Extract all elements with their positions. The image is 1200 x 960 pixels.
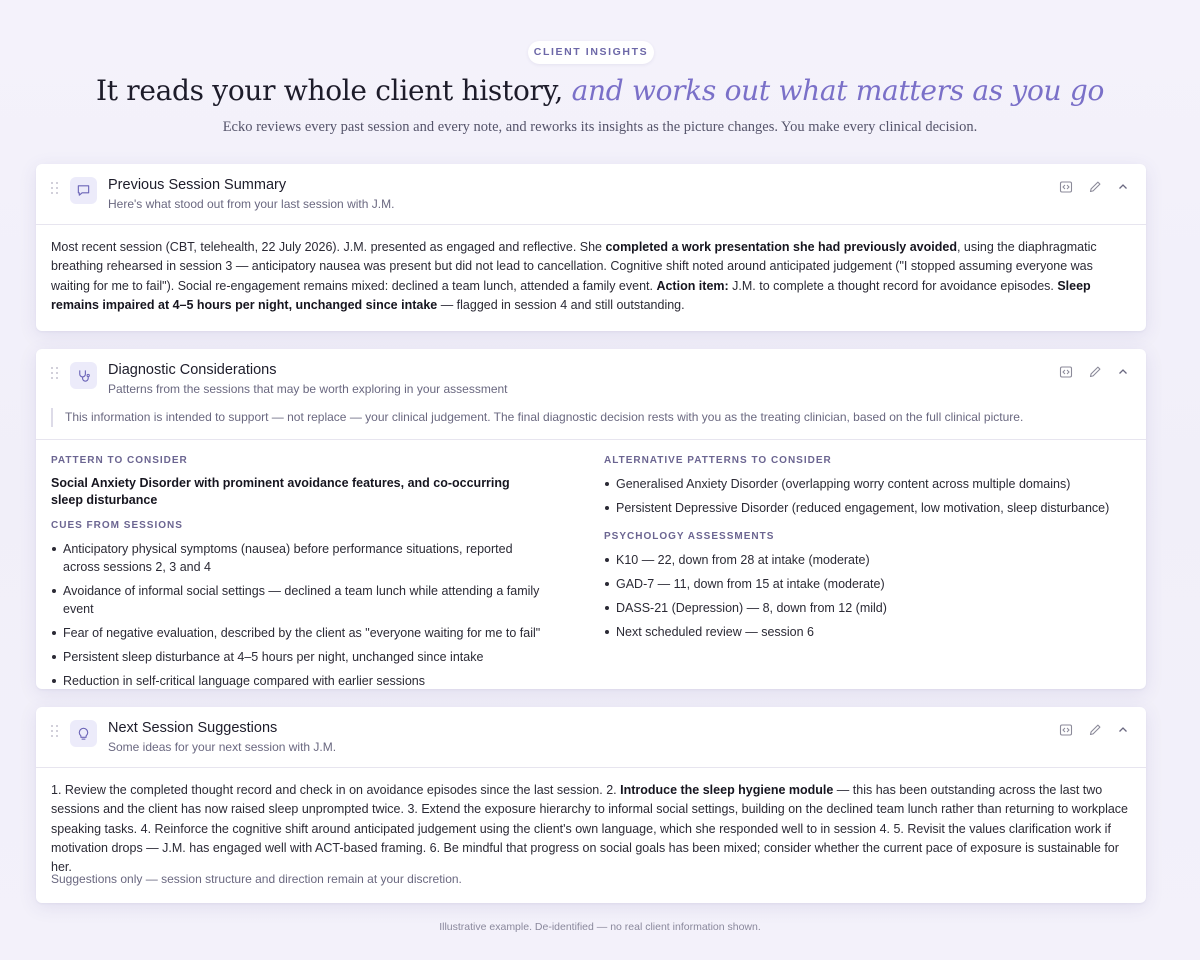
cue-item: Reduction in self-critical language compared with earlier sessions xyxy=(51,672,551,690)
card-subtitle: Patterns from the sessions that may be worth exploring in your assessment xyxy=(108,382,508,396)
pattern-to-consider: Social Anxiety Disorder with prominent avoidance features, and co-occurring sleep disturbance xyxy=(51,476,510,507)
text-segment: Most recent session (CBT, telehealth, 22 July 2026). J.M. presented as engaged and reflective. She xyxy=(51,240,606,254)
diagnostic-considerations-card xyxy=(36,349,1146,689)
previous-session-summary-card xyxy=(36,164,1146,331)
card-title: Next Session Suggestions xyxy=(108,720,278,736)
next-session-suggestions-card xyxy=(36,707,1146,903)
page-subhead: Ecko reviews every past session and every note, and reworks its insights as the picture changes. You make every clinical decision. xyxy=(222,119,978,135)
suggestions-text xyxy=(36,768,1146,877)
text-segment: , using the diaphragmatic breathing rehearsed in session 3 — anticipatory nausea was present but did not lead to cancellation. Cognitive shift noted around anticipated judgement ("I stopped assuming everyone was waiting for me to fail"). Social re-engagement remains mixed: declined a team lunch, attended a family event. xyxy=(51,240,1097,293)
pattern-label: PATTERN TO CONSIDER xyxy=(51,455,188,466)
assessment-item: Next scheduled review — session 6 xyxy=(604,623,1134,641)
cue-item: Fear of negative evaluation, described by the client as "everyone waiting for me to fail" xyxy=(51,624,551,642)
highlighted-text: Introduce the sleep hygiene module xyxy=(620,783,834,797)
card-subtitle: Here's what stood out from your last session with J.M. xyxy=(108,197,395,211)
pattern-column xyxy=(51,455,571,696)
assessments-label: PSYCHOLOGY ASSESSMENTS xyxy=(604,531,775,542)
drag-handle-icon[interactable] xyxy=(51,725,59,737)
footer-note: Illustrative example. De-identified — no real client information shown. xyxy=(439,921,761,933)
card-subtitle: Some ideas for your next session with J.M. xyxy=(108,740,337,754)
expand-icon[interactable] xyxy=(1059,723,1073,737)
card-title: Diagnostic Considerations xyxy=(108,362,277,378)
alternative-item: Persistent Depressive Disorder (reduced engagement, low motivation, sleep disturbance) xyxy=(604,499,1134,517)
edit-pencil-icon[interactable] xyxy=(1088,180,1102,194)
cues-label: CUES FROM SESSIONS xyxy=(51,520,183,531)
highlighted-text: Action item: xyxy=(656,278,729,293)
text-segment: J.M. to complete a thought record for avoidance episodes. xyxy=(728,278,1058,293)
cue-item: Persistent sleep disturbance at 4–5 hours per night, unchanged since intake xyxy=(51,648,551,666)
session-summary-text xyxy=(36,225,1146,315)
highlighted-text: completed a work presentation she had previously avoided xyxy=(605,240,957,254)
stethoscope-icon xyxy=(70,362,97,389)
drag-handle-icon[interactable] xyxy=(51,367,59,379)
card-header xyxy=(36,164,1146,225)
assessment-item: DASS-21 (Depression) — 8, down from 12 (mild) xyxy=(604,599,1134,617)
card-header xyxy=(36,707,1146,768)
chat-bubble-icon xyxy=(70,177,97,204)
edit-pencil-icon[interactable] xyxy=(1088,365,1102,379)
assessments-list xyxy=(604,551,1134,641)
alternative-item: Generalised Anxiety Disorder (overlapping worry content across multiple domains) xyxy=(604,475,1134,493)
collapse-chevron-icon[interactable] xyxy=(1116,365,1130,379)
headline-accent: and works out what matters as you go xyxy=(571,74,1105,107)
assessment-item: GAD-7 — 11, down from 15 at intake (moderate) xyxy=(604,575,1134,593)
cue-item: Avoidance of informal social settings — declined a team lunch while attending a family event xyxy=(51,582,551,618)
assessment-item: K10 — 22, down from 28 at intake (moderate) xyxy=(604,551,1134,569)
clinical-disclaimer: This information is intended to support — not replace — your clinical judgement. The final diagnostic decision rests with you as the treating clinician, based on the full clinical picture. xyxy=(51,408,1131,427)
edit-pencil-icon[interactable] xyxy=(1088,723,1102,737)
alternatives-label: ALTERNATIVE PATTERNS TO CONSIDER xyxy=(604,455,832,466)
expand-icon[interactable] xyxy=(1059,365,1073,379)
collapse-chevron-icon[interactable] xyxy=(1116,723,1130,737)
cues-list xyxy=(51,540,551,690)
card-title: Previous Session Summary xyxy=(108,177,287,193)
page-headline xyxy=(0,74,1200,107)
card-toolbar xyxy=(1049,365,1130,379)
text-segment: — flagged in session 4 and still outstanding. xyxy=(437,297,685,312)
card-toolbar xyxy=(1049,723,1130,737)
alternatives-column xyxy=(604,455,1134,647)
section-pill: CLIENT INSIGHTS xyxy=(528,41,654,64)
text-segment: — this has been outstanding across the last two sessions and the client has now raised sleep unprompted twice. 3. Extend the exposure hierarchy to informal social settings, building on the declined team lunch rather than returning to workplace speaking tasks. 4. Reinforce the cognitive shift around anticipated judgement using the client's own language, which she responded well to in session 4. 5. Revisit the values clarification work if motivation drops — J.M. has engaged well with ACT-based framing. 6. Be mindful that progress on social goals has been mixed; consider whether the current pace of exposure is sustainable for her. xyxy=(51,783,1129,875)
card-toolbar xyxy=(1049,180,1130,194)
highlighted-text: Sleep remains impaired at 4–5 hours per night, unchanged since intake xyxy=(51,278,1091,312)
drag-handle-icon[interactable] xyxy=(51,182,59,194)
suggestions-note: Suggestions only — session structure and direction remain at your discretion. xyxy=(51,872,462,886)
lightbulb-icon xyxy=(70,720,97,747)
expand-icon[interactable] xyxy=(1059,180,1073,194)
headline-main: It reads your whole client history, xyxy=(95,74,563,107)
cue-item: Anticipatory physical symptoms (nausea) before performance situations, reported across sessions 2, 3 and 4 xyxy=(51,540,551,576)
alternatives-list xyxy=(604,475,1134,517)
card-header xyxy=(36,349,1146,440)
text-segment: 1. Review the completed thought record and check in on avoidance episodes since the last session. 2. xyxy=(51,783,621,797)
collapse-chevron-icon[interactable] xyxy=(1116,180,1130,194)
